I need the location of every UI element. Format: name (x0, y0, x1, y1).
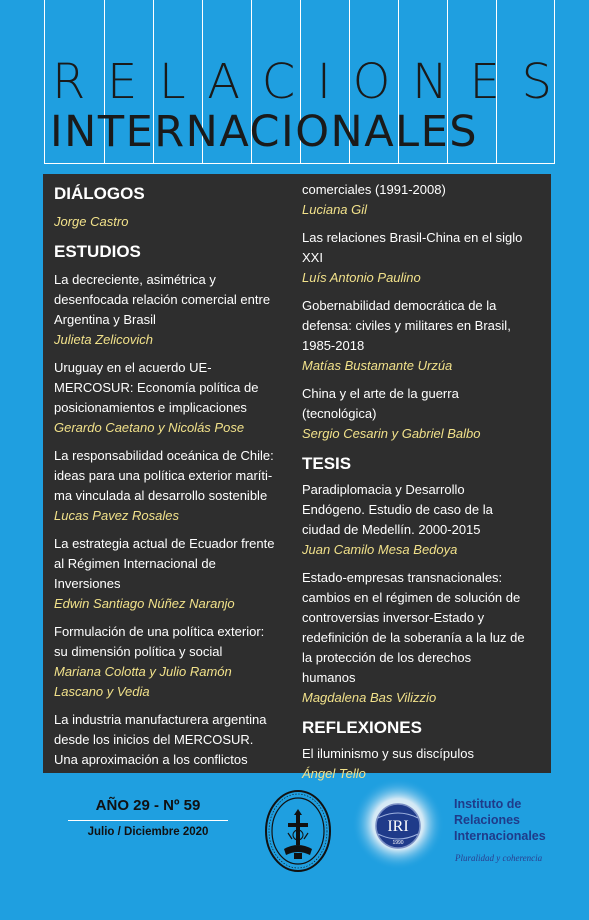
list-item (54, 622, 294, 702)
article-title: posicionamientos e implicaciones (54, 400, 247, 415)
list-item (302, 568, 547, 708)
issue-divider (68, 820, 228, 821)
title-letter: E (106, 54, 138, 110)
institute-name-line: Instituto de (454, 797, 522, 811)
article-title: Estado-empresas transnacionales: (302, 570, 503, 585)
journal-title-line1 (52, 54, 552, 110)
article-title: 1985-2018 (302, 338, 365, 353)
author: Jorge Castro (54, 214, 129, 229)
title-letter: O (352, 54, 391, 110)
list-item (302, 384, 547, 444)
author: Sergio Cesarin y Gabriel Balbo (302, 426, 481, 441)
article-title: Inversiones (54, 576, 121, 591)
title-letter: A (207, 54, 241, 110)
author: Luciana Gil (302, 202, 368, 217)
author: Lucas Pavez Rosales (54, 508, 180, 523)
toc-right-column (302, 180, 547, 792)
article-title: desde los inicios del MERCOSUR. (54, 732, 254, 747)
list-item (54, 446, 294, 526)
title-letter: C (261, 54, 296, 110)
article-title: defensa: civiles y militares en Brasil, (302, 318, 511, 333)
author: Juan Camilo Mesa Bedoya (302, 542, 458, 557)
article-title: XXI (302, 250, 323, 265)
list-item (54, 270, 294, 350)
title-letter: S (521, 54, 552, 110)
estudios-list (54, 270, 294, 770)
author: Gerardo Caetano y Nicolás Pose (54, 420, 245, 435)
title-letter: E (469, 54, 500, 110)
title-letter: L (158, 54, 186, 110)
iri-logo-icon (352, 778, 444, 870)
section-heading-dialogos: DIÁLOGOS (54, 184, 145, 203)
article-title: desenfocada relación comercial entre (54, 292, 271, 307)
svg-text:1990: 1990 (392, 840, 404, 846)
article-title: Uruguay en el acuerdo UE- (54, 360, 212, 375)
article-title: la protección de los derechos (302, 650, 472, 665)
title-letter: R (52, 54, 86, 110)
article-title: Argentina y Brasil (54, 312, 156, 327)
article-title: La responsabilidad oceánica de Chile: (54, 448, 274, 463)
article-title: El iluminismo y sus discípulos (302, 746, 474, 761)
article-title: humanos (302, 670, 356, 685)
article-title: ideas para una política exterior maríti- (54, 468, 273, 483)
article-title: al Régimen Internacional de (54, 556, 216, 571)
section-heading-reflexiones: REFLEXIONES (302, 718, 422, 737)
table-of-contents (43, 174, 551, 781)
institute-name-line: Relaciones (454, 813, 521, 827)
article-title: controversias inversor-Estado y (302, 610, 485, 625)
author: Mariana Colotta y Julio Ramón Lascano y Vedia (54, 664, 232, 699)
article-title: La estrategia actual de Ecuador frente (54, 536, 275, 551)
author: Magdalena Bas Vilizzio (302, 690, 437, 705)
title-letter: I (316, 54, 331, 110)
title-letter: N (412, 54, 448, 110)
author: Edwin Santiago Núñez Naranjo (54, 596, 235, 611)
issue-date: Julio / Diciembre 2020 (87, 826, 209, 838)
issue-number: AÑO 29 - Nº 59 (95, 797, 201, 814)
tesis-list (302, 480, 547, 708)
article-title: Formulación de una política exterior: (54, 624, 265, 639)
article-title: cambios en el régimen de solución de (302, 590, 521, 605)
author: Julieta Zelicovich (54, 332, 153, 347)
section-heading-tesis: TESIS (302, 454, 352, 473)
article-title: redefinición de la soberanía a la luz de (302, 630, 525, 645)
article-title: Endógeno. Estudio de caso de la (302, 502, 493, 517)
list-item (302, 228, 547, 288)
section-heading-estudios: ESTUDIOS (54, 242, 141, 261)
issue-info (68, 795, 228, 840)
article-title: ma vinculada al desarrollo sostenible (54, 488, 268, 503)
list-item (54, 710, 294, 770)
list-item (54, 358, 294, 438)
article-title: Gobernabilidad democrática de la (302, 298, 497, 313)
article-title: (tecnológica) (302, 406, 377, 421)
author: Matías Bustamante Urzúa (302, 358, 453, 373)
article-title: China y el arte de la guerra (302, 386, 459, 401)
article-title: La industria manufacturera argentina (54, 712, 267, 727)
svg-text:IRI: IRI (387, 818, 409, 835)
article-title: La decreciente, asimétrica y (54, 272, 216, 287)
institute-motto: Pluralidad y coherencia (455, 853, 543, 863)
article-title: comerciales (1991-2008) (302, 182, 446, 197)
author: Luís Antonio Paulino (302, 270, 421, 285)
author: Ángel Tello (302, 766, 366, 781)
institute-name (454, 796, 574, 844)
article-title: ciudad de Medellín. 2000-2015 (302, 522, 481, 537)
list-item (302, 480, 547, 560)
article-title: su dimensión política y social (54, 644, 223, 659)
article-title: Una aproximación a los conflictos (54, 752, 248, 767)
list-item (54, 534, 294, 614)
institute-name-line: Internacionales (454, 829, 546, 843)
article-title: Paradiplomacia y Desarrollo (302, 482, 465, 497)
university-seal-icon (264, 789, 332, 873)
journal-title-line2: INTERNACIONALES (50, 107, 479, 157)
article-title: Las relaciones Brasil-China en el siglo (302, 230, 523, 245)
article-title: MERCOSUR: Economía política de (54, 380, 259, 395)
estudios-list-continued (302, 180, 547, 444)
list-item (302, 180, 547, 220)
toc-left-column (54, 182, 294, 770)
list-item (302, 296, 547, 376)
